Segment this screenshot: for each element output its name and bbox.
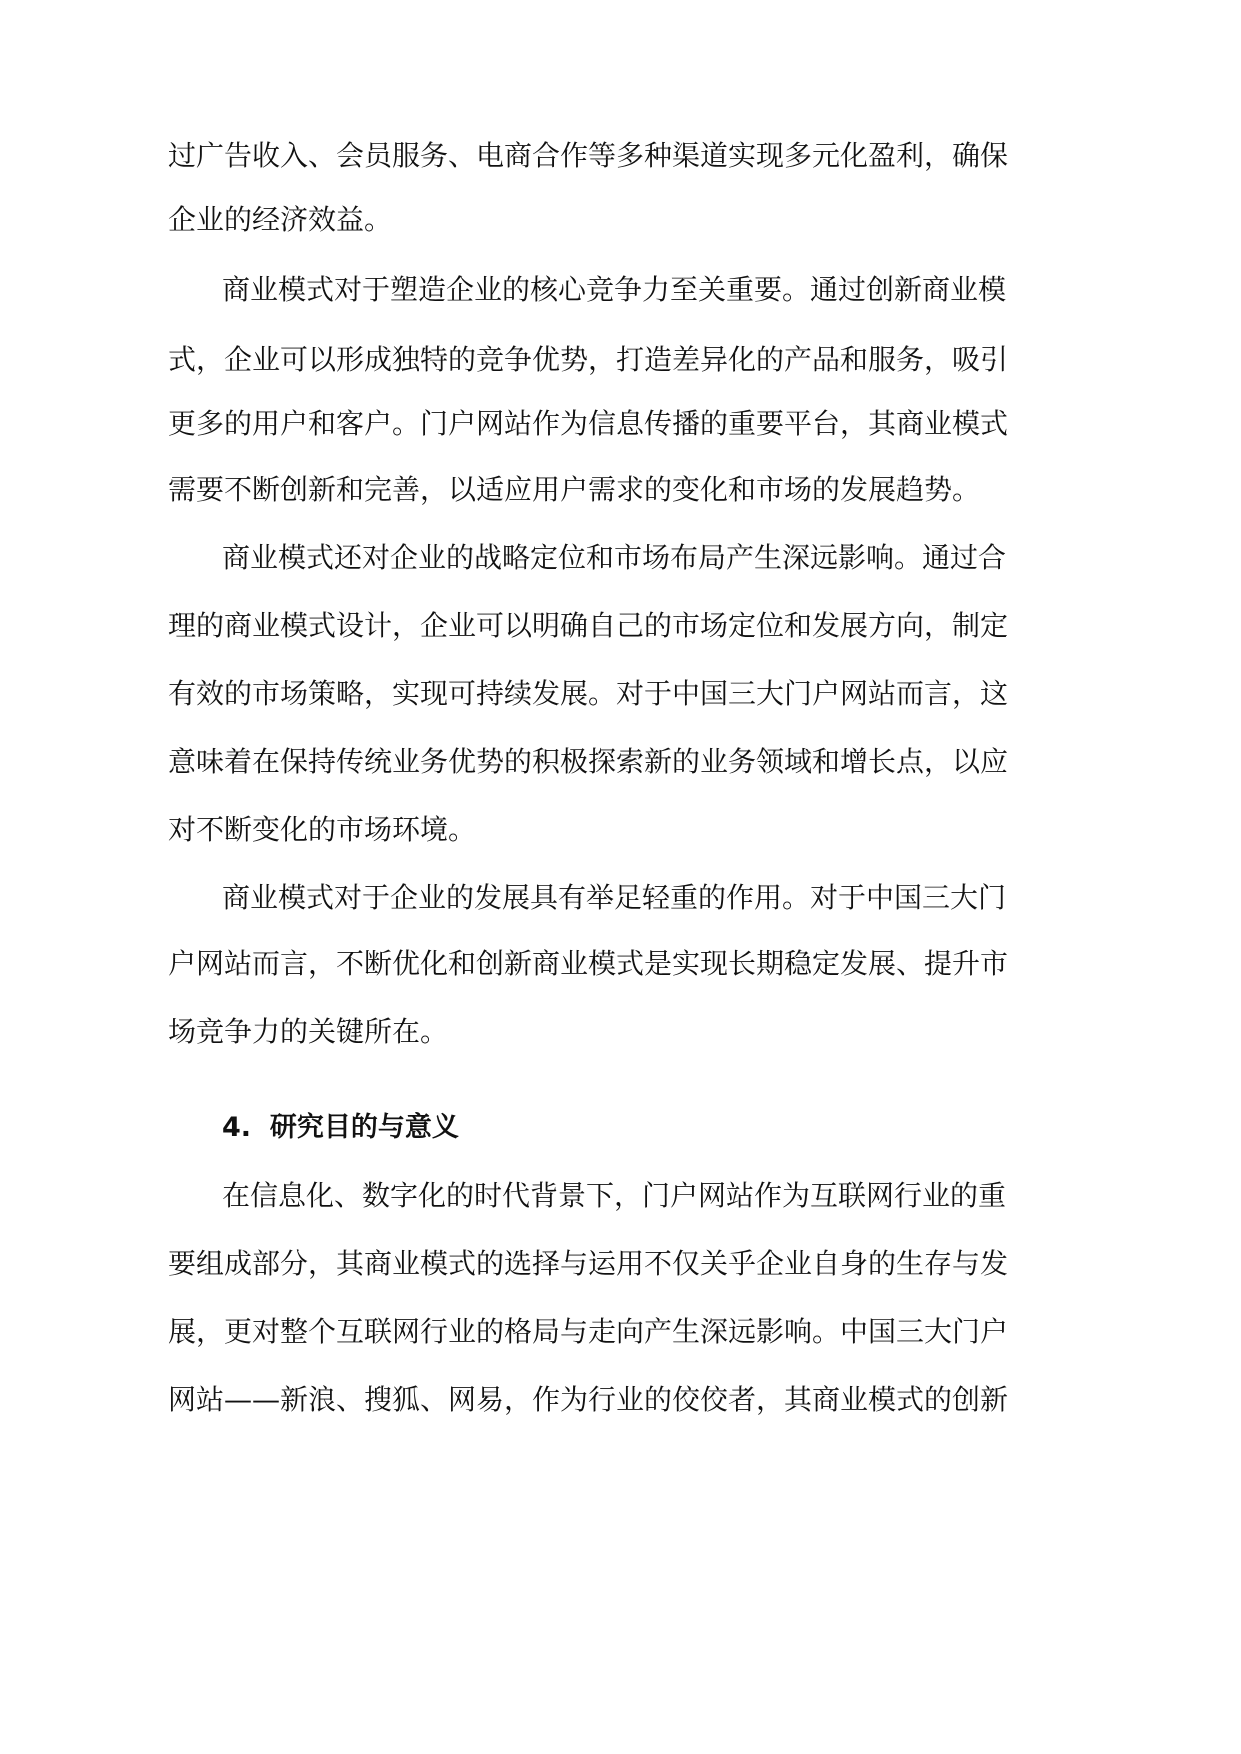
paragraph-line [0, 1244, 1241, 1284]
text-line: 户网站而言，不断优化和创新商业模式是实现长期稳定发展、提升市 [168, 947, 1009, 980]
section-heading-text: 4. 研究目的与意义 [222, 1112, 459, 1143]
paragraph-line [0, 404, 1241, 444]
paragraph-line [0, 136, 1241, 176]
text-line: 场竞争力的关键所在。 [168, 1015, 449, 1048]
text-line: 商业模式对于塑造企业的核心竞争力至关重要。通过创新商业模 [222, 273, 1007, 306]
text-line: 在信息化、数字化的时代背景下，门户网站作为互联网行业的重 [222, 1179, 1007, 1212]
paragraph-line [0, 538, 1241, 578]
paragraph-line [0, 810, 1241, 850]
paragraph-line [0, 606, 1241, 646]
text-line: 有效的市场策略，实现可持续发展。对于中国三大门户网站而言，这 [168, 677, 1009, 710]
text-line: 过广告收入、会员服务、电商合作等多种渠道实现多元化盈利，确保 [168, 139, 1009, 172]
text-line: 更多的用户和客户。门户网站作为信息传播的重要平台，其商业模式 [168, 407, 1009, 440]
paragraph-line [0, 200, 1241, 240]
paragraph-line [0, 1312, 1241, 1352]
text-line: 展，更对整个互联网行业的格局与走向产生深远影响。中国三大门户 [168, 1315, 1009, 1348]
paragraph-line [0, 270, 1241, 310]
text-line: 对不断变化的市场环境。 [168, 813, 477, 846]
paragraph-line [0, 742, 1241, 782]
paragraph-line [0, 1012, 1241, 1052]
paragraph-line [0, 944, 1241, 984]
paragraph-line [0, 674, 1241, 714]
paragraph-line [0, 1380, 1241, 1420]
text-line: 需要不断创新和完善，以适应用户需求的变化和市场的发展趋势。 [168, 473, 981, 506]
paragraph-line [0, 470, 1241, 510]
section-heading [0, 1108, 1241, 1148]
text-line: 要组成部分，其商业模式的选择与运用不仅关乎企业自身的生存与发 [168, 1247, 1009, 1280]
text-line: 式，企业可以形成独特的竞争优势，打造差异化的产品和服务，吸引 [168, 343, 1009, 376]
paragraph-line [0, 878, 1241, 918]
paragraph-line [0, 1176, 1241, 1216]
text-line: 商业模式还对企业的战略定位和市场布局产生深远影响。通过合 [222, 541, 1007, 574]
paragraph-line [0, 340, 1241, 380]
text-line: 商业模式对于企业的发展具有举足轻重的作用。对于中国三大门 [222, 881, 1007, 914]
text-line: 意味着在保持传统业务优势的积极探索新的业务领域和增长点，以应 [168, 745, 1009, 778]
text-line: 企业的经济效益。 [168, 203, 393, 236]
text-line: 理的商业模式设计，企业可以明确自己的市场定位和发展方向，制定 [168, 609, 1009, 642]
text-line: 网站——新浪、搜狐、网易，作为行业的佼佼者，其商业模式的创新 [168, 1383, 1009, 1416]
